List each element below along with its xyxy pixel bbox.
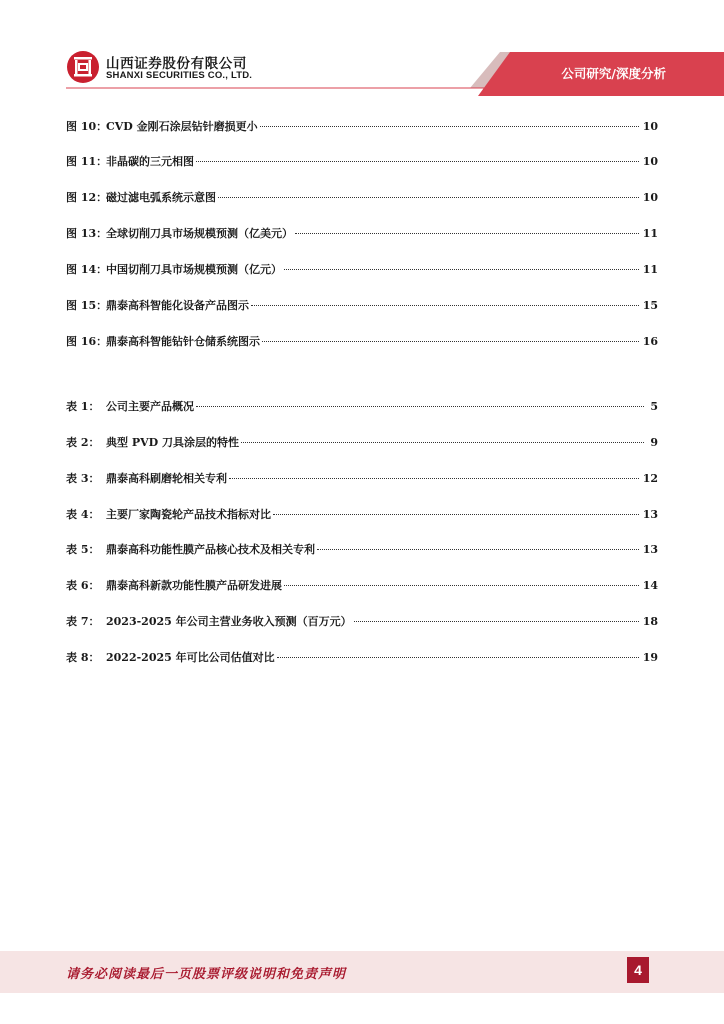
toc-entry-page: 9	[650, 436, 658, 449]
toc-entry-label: 表 2：	[66, 436, 100, 449]
toc-entry-label: 图 10：	[66, 120, 108, 133]
toc-entry-page: 18	[642, 615, 658, 628]
toc-entry-label: 表 1：	[66, 400, 100, 413]
toc-entry-page: 11	[642, 227, 658, 240]
toc-entry[interactable]	[66, 297, 658, 315]
toc-entry-page: 19	[642, 651, 658, 664]
toc-entry[interactable]	[66, 506, 658, 524]
toc-entry[interactable]	[66, 470, 658, 488]
toc-entry-label: 表 5：	[66, 543, 100, 556]
dot-leader	[277, 657, 639, 658]
toc-entry-title: 中国切削刀具市场规模预测（亿元）	[106, 263, 282, 276]
toc-entry-title: 磁过滤电弧系统示意图	[106, 191, 216, 204]
toc-entry-title: 主要厂家陶瓷轮产品技术指标对比	[106, 508, 271, 521]
toc-entry[interactable]	[66, 577, 658, 595]
toc-entry-label: 图 15：	[66, 299, 108, 312]
toc-entry-label: 图 11：	[66, 155, 108, 168]
disclaimer-notice: 请务必阅读最后一页股票评级说明和免责声明	[66, 967, 347, 982]
toc-entry-page: 11	[642, 263, 658, 276]
page-header	[0, 0, 724, 100]
dot-leader	[260, 126, 639, 127]
toc-entry[interactable]	[66, 189, 658, 207]
toc-entry[interactable]	[66, 261, 658, 279]
toc-entry[interactable]	[66, 153, 658, 171]
toc-entry-title: 鼎泰高科刷磨轮相关专利	[106, 472, 227, 485]
dot-leader	[354, 621, 639, 622]
dot-leader	[229, 478, 639, 479]
company-name-cn: 山西证券股份有限公司	[106, 56, 247, 72]
toc-entry-title: 非晶碳的三元相图	[106, 155, 194, 168]
page-number-badge: 4	[627, 957, 649, 983]
toc-entry-page: 15	[642, 299, 658, 312]
toc-entry-title: 鼎泰高科新款功能性膜产品研发进展	[106, 579, 282, 592]
header-red-band	[0, 0, 724, 100]
report-type-tag: 公司研究/深度分析	[561, 66, 666, 81]
toc-entry-page: 10	[642, 191, 658, 204]
toc-entry-label: 表 3：	[66, 472, 100, 485]
toc-entry-label: 图 12：	[66, 191, 108, 204]
toc-entry-label: 图 14：	[66, 263, 108, 276]
toc-entry[interactable]	[66, 118, 658, 136]
toc-entry[interactable]	[66, 398, 658, 416]
dot-leader	[317, 549, 639, 550]
dot-leader	[284, 269, 639, 270]
toc-entry-title: CVD 金刚石涂层钻针磨损更小	[106, 120, 258, 133]
dot-leader	[262, 341, 639, 342]
toc-entry-title: 公司主要产品概况	[106, 400, 194, 413]
toc-entry-label: 图 13：	[66, 227, 108, 240]
toc-entry-title: 2023-2025 年公司主营业务收入预测（百万元）	[106, 615, 352, 628]
toc-entry[interactable]	[66, 333, 658, 351]
dot-leader	[251, 305, 639, 306]
toc-entry-title: 典型 PVD 刀具涂层的特性	[106, 436, 240, 449]
dot-leader	[295, 233, 639, 234]
toc-entry-label: 图 16：	[66, 335, 108, 348]
toc-entry-page: 13	[642, 543, 658, 556]
toc-entry-page: 16	[642, 335, 658, 348]
toc-entry-page: 14	[642, 579, 658, 592]
toc-entry-title: 鼎泰高科智能化设备产品图示	[106, 299, 249, 312]
toc-entry[interactable]	[66, 225, 658, 243]
toc-entry-page: 10	[642, 155, 658, 168]
toc-entry-page: 13	[642, 508, 658, 521]
toc-entry-label: 表 7：	[66, 615, 100, 628]
toc-entry-label: 表 8：	[66, 651, 100, 664]
toc-entry-page: 12	[642, 472, 658, 485]
toc-entry-page: 10	[642, 120, 658, 133]
toc-entry-label: 表 4：	[66, 508, 100, 521]
toc-entry-title: 全球切削刀具市场规模预测（亿美元）	[106, 227, 293, 240]
toc-entry-title: 2022-2025 年可比公司估值对比	[106, 651, 275, 664]
company-name-en: SHANXI SECURITIES CO., LTD.	[106, 70, 253, 81]
dot-leader	[196, 406, 644, 407]
toc-entry[interactable]	[66, 434, 658, 452]
company-logo-icon	[66, 50, 100, 84]
dot-leader	[273, 514, 639, 515]
dot-leader	[218, 197, 639, 198]
toc-entry-label: 表 6：	[66, 579, 100, 592]
toc-entry[interactable]	[66, 541, 658, 559]
dot-leader	[284, 585, 639, 586]
dot-leader	[196, 161, 639, 162]
dot-leader	[241, 442, 644, 443]
toc-entry[interactable]	[66, 613, 658, 631]
toc-entry-title: 鼎泰高科功能性膜产品核心技术及相关专利	[106, 543, 315, 556]
toc-entry-title: 鼎泰高科智能钻针仓储系统图示	[106, 335, 260, 348]
toc-entry[interactable]	[66, 649, 658, 667]
toc-entry-page: 5	[650, 400, 658, 413]
